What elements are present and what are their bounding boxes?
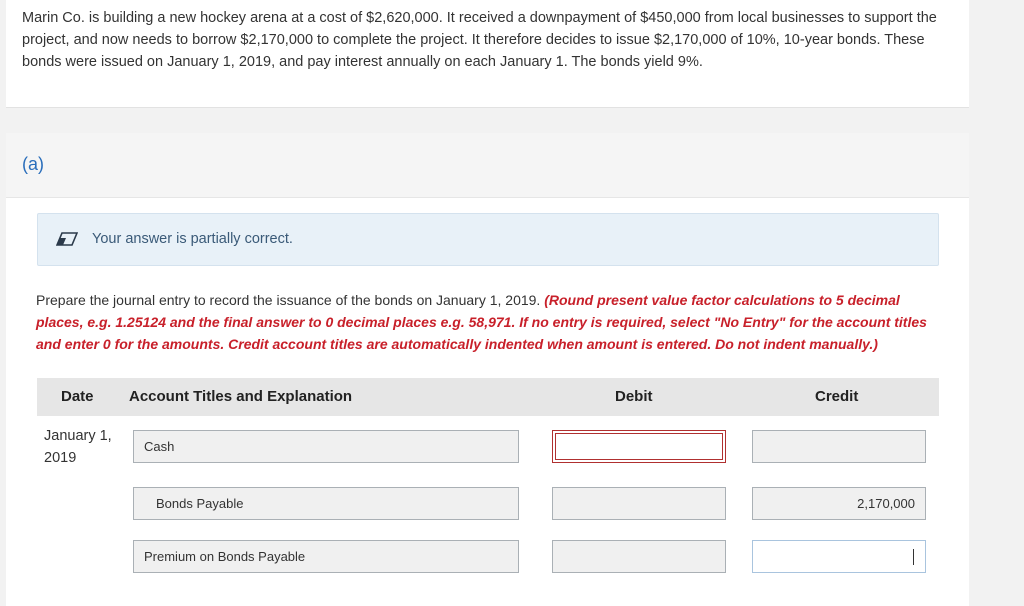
journal-table-header bbox=[37, 378, 939, 416]
debit-field-row-3[interactable] bbox=[552, 540, 726, 573]
problem-text: Marin Co. is building a new hockey arena at a cost of $2,620,000. It received a downpayment of $450,000 from local businesses to support the project, and now needs to borrow $2,170,000 to complete the project. It therefore decides to issue $2,170,000 of 10%, 10-year bonds. These bonds were issued on January 1, 2019, and pay interest annually on each January 1. The bonds yield 9%. bbox=[22, 10, 937, 70]
debit-field-row-1[interactable] bbox=[552, 430, 726, 463]
problem-statement-card bbox=[6, 0, 969, 108]
entry-date: January 1, 2019 bbox=[44, 428, 112, 466]
credit-field-row-1[interactable] bbox=[752, 430, 926, 463]
debit-field-row-2[interactable] bbox=[552, 487, 726, 520]
credit-field-row-3[interactable] bbox=[752, 540, 926, 573]
instructions-main: Prepare the journal entry to record the issuance of the bonds on January 1, 2019. bbox=[36, 292, 545, 308]
account-field-row-2[interactable]: Bonds Payable bbox=[133, 487, 519, 520]
feedback-text: Your answer is partially correct. bbox=[92, 231, 293, 247]
header-date: Date bbox=[61, 388, 94, 405]
credit-field-row-2[interactable]: 2,170,000 bbox=[752, 487, 926, 520]
pencil-icon bbox=[56, 232, 78, 246]
header-debit: Debit bbox=[615, 388, 653, 405]
account-field-row-1[interactable]: Cash bbox=[133, 430, 519, 463]
instructions-note: (Round present value factor calculations to 5 decimal places, e.g. 1.25124 and the final answer to 0 decimal places e.g. 58,971. If no entry is required, select "No Entry" for the account titles and enter 0 for the amounts. Credit account titles are automatically indented when amount is entered. Do not indent manually.) bbox=[36, 292, 927, 352]
part-a-section bbox=[6, 133, 969, 606]
instructions bbox=[36, 289, 941, 355]
header-account: Account Titles and Explanation bbox=[129, 388, 353, 405]
part-label: (a) bbox=[22, 154, 44, 174]
page-gutter bbox=[972, 0, 1024, 606]
text-caret bbox=[913, 549, 914, 565]
header-credit: Credit bbox=[815, 388, 859, 405]
part-a-header bbox=[6, 133, 969, 198]
account-field-row-3[interactable]: Premium on Bonds Payable bbox=[133, 540, 519, 573]
feedback-banner bbox=[37, 213, 939, 266]
